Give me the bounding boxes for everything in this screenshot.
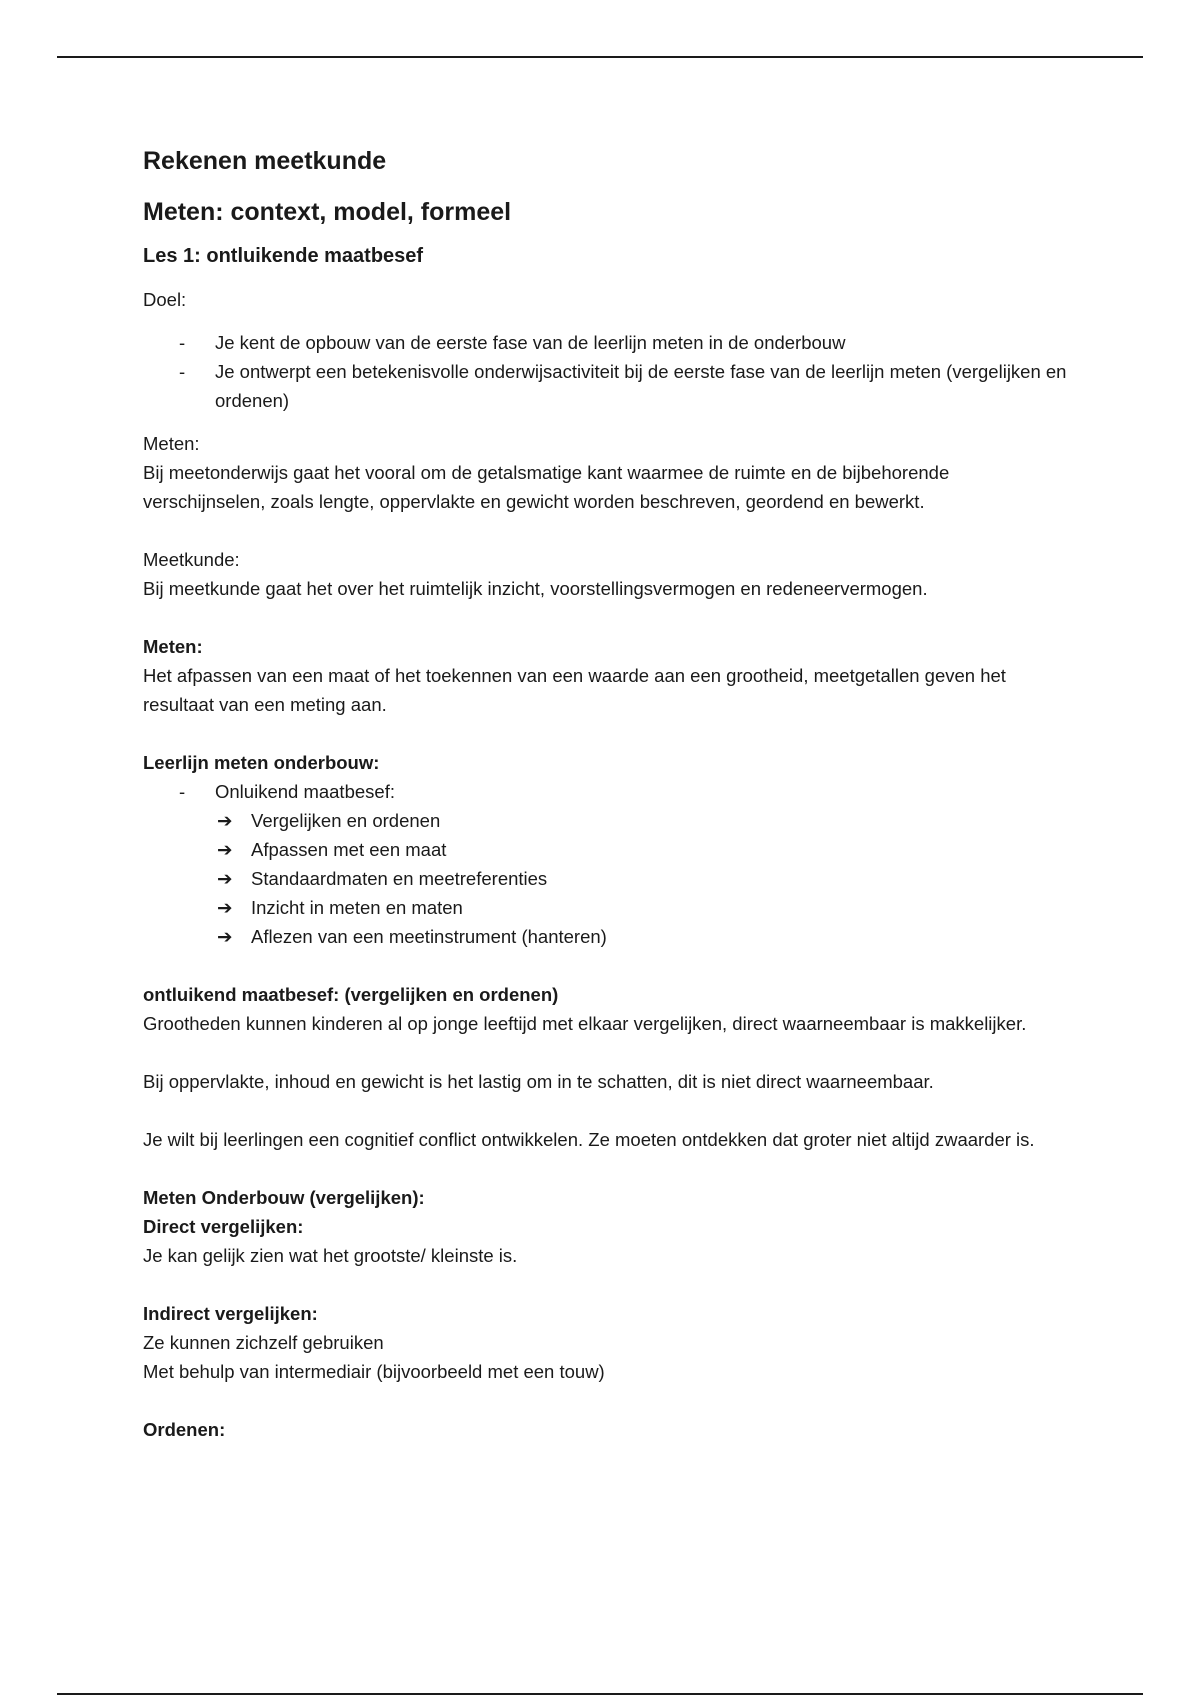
list-item: - Je ontwerpt een betekenisvolle onderwijsactiviteit bij de eerste fase van de leerlijn meten (vergelijken en ordenen) [143, 357, 1073, 415]
arrow-icon: ➔ [217, 926, 233, 947]
leerlijn-label: Leerlijn meten onderbouw: [143, 752, 380, 773]
arrow-icon: ➔ [217, 839, 233, 860]
goal-list [143, 328, 1073, 415]
indirect-line: Ze kunnen zichzelf gebruiken [143, 1332, 384, 1353]
lesson-heading: Les 1: ontluikende maatbesef [143, 245, 424, 267]
direct-label: Direct vergelijken: [143, 1216, 304, 1237]
ontluikend-text: Grootheden kunnen kinderen al op jonge leeftijd met elkaar vergelijken, direct waarneembaar is makkelijker. [143, 1013, 1027, 1034]
document-page [143, 140, 1073, 1444]
arrow-icon: ➔ [217, 810, 233, 831]
arrow-icon: ➔ [217, 897, 233, 918]
ontluikend-label: ontluikend maatbesef: (vergelijken en ordenen) [143, 984, 559, 1005]
meetkunde-text: Bij meetkunde gaat het over het ruimtelijk inzicht, voorstellingsvermogen en redeneervermogen. [143, 578, 928, 599]
meten-definition-label: Meten: [143, 636, 203, 657]
leerlijn-steps [143, 806, 1073, 951]
document-title: Rekenen meetkunde [143, 147, 387, 175]
conflict-text: Je wilt bij leerlingen een cognitief conflict ontwikkelen. Ze moeten ontdekken dat groter niet altijd zwaarder is. [143, 1129, 1035, 1150]
ordenen-label: Ordenen: [143, 1419, 226, 1440]
dash-bullet: - [179, 332, 186, 353]
indirect-line: Met behulp van intermediair (bijvoorbeeld met een touw) [143, 1361, 605, 1382]
indirect-label: Indirect vergelijken: [143, 1303, 318, 1324]
meetkunde-label: Meetkunde: [143, 549, 240, 570]
meten-definition-text: Het afpassen van een maat of het toekennen van een waarde aan een grootheid, meetgetallen geven het resultaat van een meting aan. [143, 665, 1006, 715]
direct-text: Je kan gelijk zien wat het grootste/ kleinste is. [143, 1245, 518, 1266]
list-item: ➔ Aflezen van een meetinstrument (hanteren) [143, 922, 1073, 951]
list-item: - Je kent de opbouw van de eerste fase van de leerlijn meten in de onderbouw [143, 328, 1073, 357]
meten-label: Meten: [143, 433, 200, 454]
leerlijn-list [143, 777, 1073, 806]
list-item: ➔ Afpassen met een maat [143, 835, 1073, 864]
goal-label: Doel: [143, 289, 187, 310]
dash-bullet: - [179, 781, 186, 802]
bottom-rule [57, 1693, 1143, 1695]
document-subtitle: Meten: context, model, formeel [143, 198, 512, 226]
list-item: - Onluikend maatbesef: [143, 777, 1073, 806]
dash-bullet: - [179, 361, 186, 382]
top-rule [57, 56, 1143, 58]
arrow-icon: ➔ [217, 868, 233, 889]
oppervlakte-text: Bij oppervlakte, inhoud en gewicht is het lastig om in te schatten, dit is niet direct waarneembaar. [143, 1071, 934, 1092]
list-item: ➔ Inzicht in meten en maten [143, 893, 1073, 922]
onderbouw-label: Meten Onderbouw (vergelijken): [143, 1187, 425, 1208]
meten-text: Bij meetonderwijs gaat het vooral om de getalsmatige kant waarmee de ruimte en de bijbehorende verschijnselen, zoals lengte, oppervlakte en gewicht worden beschreven, geordend en bewerkt. [143, 462, 950, 512]
list-item: ➔ Vergelijken en ordenen [143, 806, 1073, 835]
list-item: ➔ Standaardmaten en meetreferenties [143, 864, 1073, 893]
